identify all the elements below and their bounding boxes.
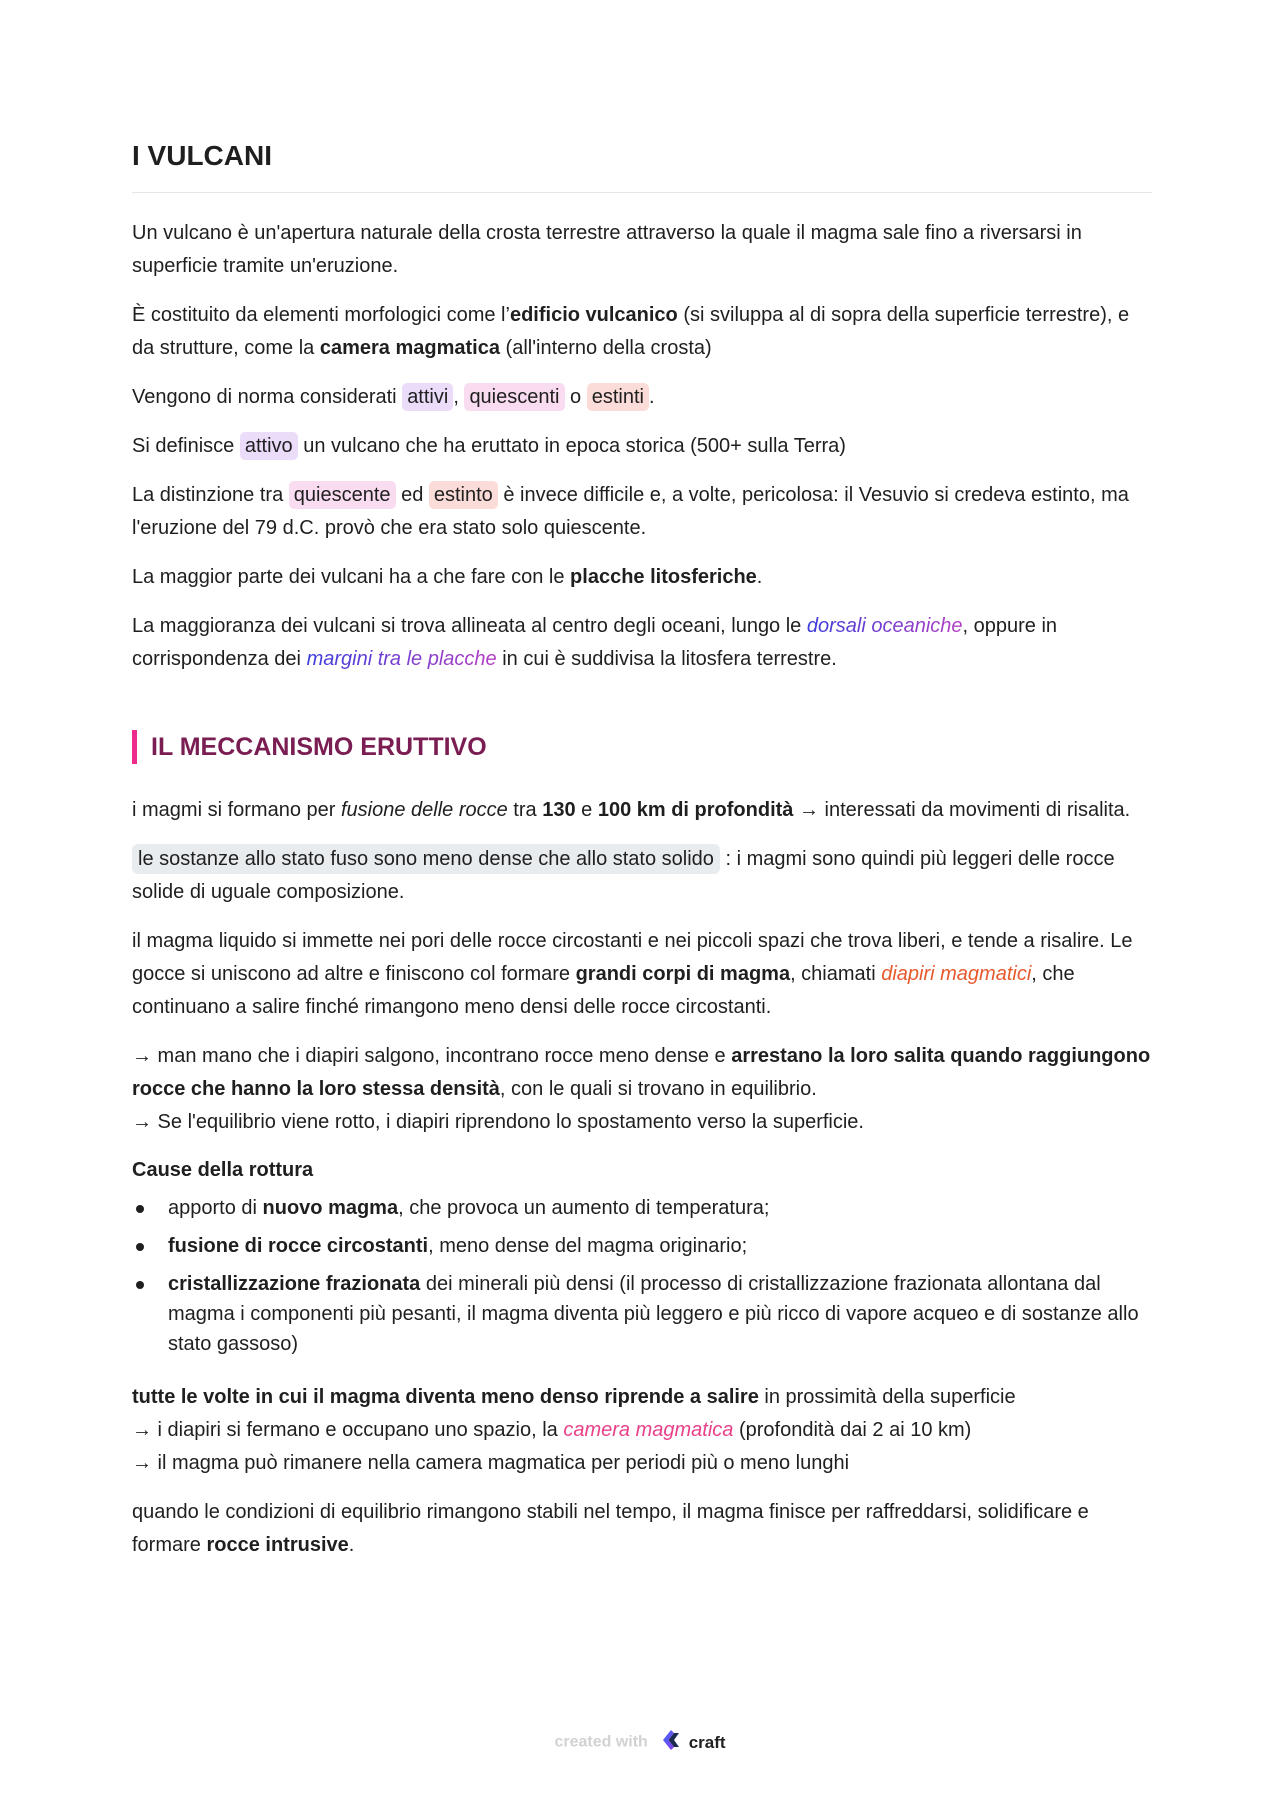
tag-quiescente: quiescente	[289, 481, 396, 509]
paragraph-magma-chamber: tutte le volte in cui il magma diventa meno denso riprende a salire in prossimità della superficie → i diapiri si fermano e occupano uno spazio, la camera magmatica (profondità dai 2 ai 10 km) → il magma può rimanere nella camera magmatica per periodi più o meno lunghi	[132, 1386, 1016, 1474]
term-camera-magmatica: camera magmatica	[563, 1419, 734, 1441]
link-dorsali-oceaniche[interactable]: dorsali oceaniche	[806, 615, 963, 637]
paragraph-diapirs: il magma liquido si immette nei pori delle rocce circostanti e nei piccoli spazi che trova liberi, e tende a risalire. Le gocce si uniscono ad altre e finiscono col formare grandi corpi di magma, chiamati diapiri magmatici, che continuano a salire finché rimangono meno densi delle rocce circostanti.	[132, 930, 1133, 1018]
paragraph-equilibrium: → man mano che i diapiri salgono, incontrano rocce meno dense e arrestano la loro salita quando raggiungono rocce che hanno la loro stessa densità, con le quali si trovano in equilibrio. → Se l'equilibrio viene rotto, i diapiri riprendono lo spostamento verso la superficie.	[132, 1045, 1151, 1133]
list-item: fusione di rocce circostanti, meno dense del magma originario;	[132, 1231, 1152, 1261]
causes-list	[132, 1193, 1152, 1359]
paragraph-intrusive: quando le condizioni di equilibrio rimangono stabili nel tempo, il magma finisce per raffreddarsi, solidificare e formare rocce intrusive.	[132, 1501, 1089, 1556]
tag-attivo: attivo	[240, 432, 298, 460]
highlight-density: le sostanze allo stato fuso sono meno dense che allo stato solido	[132, 844, 720, 874]
footer-brand: craft	[688, 1732, 726, 1752]
paragraph-density: le sostanze allo stato fuso sono meno dense che allo stato solido : i magmi sono quindi più leggeri delle rocce solide di uguale composizione.	[132, 843, 1152, 909]
page-title: I VULCANI	[132, 138, 1152, 193]
paragraph-definition: Un vulcano è un'apertura naturale della crosta terrestre attraverso la quale il magma sale fino a riversarsi in superficie tramite un'eruzione.	[132, 222, 1082, 277]
tag-estinti: estinti	[587, 383, 649, 411]
tag-estinto: estinto	[429, 481, 498, 509]
footer	[0, 1729, 1280, 1756]
paragraph-distinction: La distinzione tra quiescente ed estinto è invece difficile e, a volte, pericolosa: il Vesuvio si credeva estinto, ma l'eruzione del 79 d.C. provò che era stato solo quiescente.	[132, 479, 1152, 545]
tag-attivi: attivi	[402, 383, 453, 411]
paragraph-location: La maggioranza dei vulcani si trova allineata al centro degli oceani, lungo le dorsali oceaniche, oppure in corrispondenza dei margini tra le placche in cui è suddivisa la litosfera terrestre.	[132, 615, 1058, 670]
section-heading: IL MECCANISMO ERUTTIVO	[132, 730, 1152, 764]
footer-created-with: created with	[554, 1733, 648, 1751]
list-item: cristallizzazione frazionata dei minerali più densi (il processo di cristallizzazione frazionata allontana dal magma i componenti più pesanti, il magma diventa più leggero e più ricco di vapore acqueo e di sostanze allo stato gassoso)	[132, 1269, 1152, 1359]
paragraph-classification: Vengono di norma considerati attivi , quiescenti o estinti .	[132, 381, 1152, 414]
causes-title: Cause della rottura	[132, 1159, 314, 1181]
craft-logo-icon	[660, 1729, 682, 1756]
tag-quiescenti: quiescenti	[464, 383, 564, 411]
list-item: apporto di nuovo magma, che provoca un aumento di temperatura;	[132, 1193, 1152, 1223]
document-content	[132, 138, 1152, 1578]
paragraph-magma-formation: i magmi si formano per fusione delle rocce tra 130 e 100 km di profondità → interessati da movimenti di risalita.	[132, 799, 1131, 821]
paragraph-plates: La maggior parte dei vulcani ha a che fare con le placche litosferiche.	[132, 566, 763, 588]
paragraph-active: Si definisce attivo un vulcano che ha eruttato in epoca storica (500+ sulla Terra)	[132, 430, 1152, 463]
paragraph-structure: È costituito da elementi morfologici come l’edificio vulcanico (si sviluppa al di sopra della superficie terrestre), e da strutture, come la camera magmatica (all'interno della crosta)	[132, 304, 1130, 359]
link-margini-placche[interactable]: margini tra le placche	[306, 648, 497, 670]
term-diapiri-magmatici: diapiri magmatici	[881, 963, 1032, 985]
